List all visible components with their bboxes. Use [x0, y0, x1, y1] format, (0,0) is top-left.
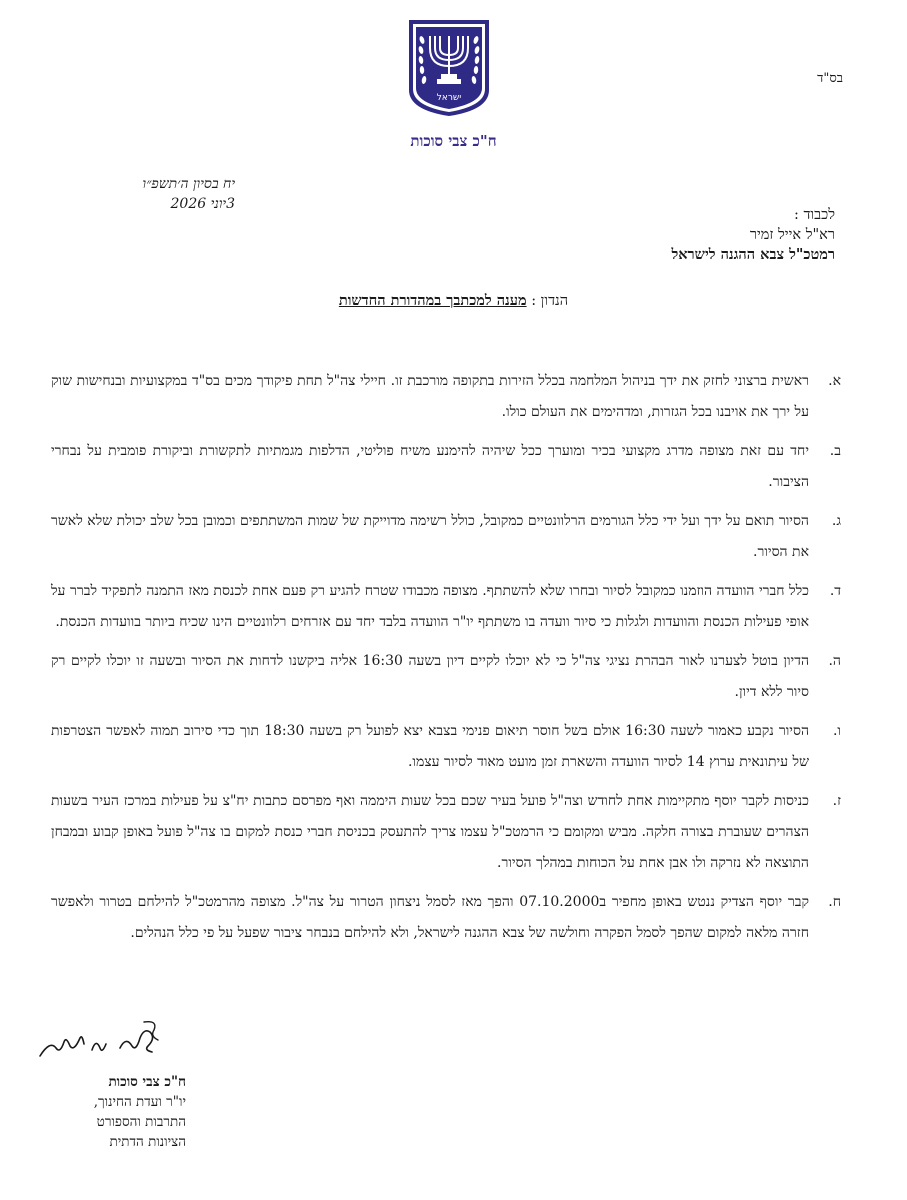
- subject-text: מענה למכתבך במהדורת החדשות: [338, 292, 527, 309]
- item-text: הסיור תואם על ידך ועל ידי כלל הגורמים הרלוונטיים כמקובל, כולל רשימה מדוייקת של שמות המשתתפים וכמובן בכל שלב יכולת שלא לאשר את הסיור.: [51, 513, 809, 560]
- addressee-position: רמטכ"ל צבא ההגנה לישראל: [671, 246, 835, 263]
- subject-label: הנדון :: [531, 293, 569, 309]
- menorah-emblem-icon: [405, 18, 493, 118]
- list-item: [51, 576, 841, 638]
- item-text: כניסות לקבר יוסף מתקיימות אחת לחודש וצה"ל פועל בעיר שכם בכל שעות היממה ואף מפרסם כתבות יח"צ על פעילות במרכז העיר בשעות הצהרים שעוברת בצורה חלקה. מביש ומקומם כי הרמטכ"ל עצמו צריך להתעסק בכניסת חברי כנסת למקום בו צה"ל פועל באופן קבוע ובמבחן התוצאה לא נזרקה ולו אבן אחת על הכוחות במהלך הסיור.: [51, 793, 809, 871]
- list-item: [51, 716, 841, 778]
- salutation: לכבוד :: [793, 207, 835, 223]
- item-letter: ח.: [828, 894, 841, 910]
- item-letter: א.: [828, 373, 841, 389]
- item-text: ראשית ברצוני לחזק את ידך בניהול המלחמה בכלל הזירות בתקופה מורכבת זו. חיילי צה"ל תחת פיקודך מכים בס"ד במקצועיות ובנחישות שוק על ירך את אויבנו בכל הגזרות, ומדהימים את העולם כולו.: [51, 373, 810, 420]
- addressee-block: [475, 205, 835, 265]
- item-letter: ד.: [829, 583, 841, 599]
- subject-line: [0, 292, 907, 310]
- list-item: [51, 436, 841, 498]
- signatory-name: ח"כ צבי סוכות: [108, 1074, 186, 1090]
- item-text: כלל חברי הוועדה הוזמנו כמקובל לסיור ובחרו שלא להשתתף. מצופה מכבודו שטרח להגיע רק פעם אחת לכנסת מאז התמנה לתפקיד לברר על אופי פעילות הכנסת והוועדות ולגלות כי סיור וועדה בו משתתף יו"ר הוועדה בלבד יחד עם אזרחים רלוונטיים הינו שכיח ביותר בוועדות הכנסת.: [51, 583, 809, 630]
- item-letter: ה.: [828, 653, 841, 669]
- item-text: הדיון בוטל לצערנו לאור הבהרת נציגי צה"ל כי לא יוכלו לקיים דיון בשעה 16:30 אליה ביקשנו לדחות את הסיור ובשעה זו יוכלו לקיים רק סיור ללא דיון.: [51, 653, 810, 700]
- item-letter: ו.: [832, 723, 841, 739]
- sender-title: ח"כ צבי סוכות: [410, 132, 497, 150]
- signatory-party: הציונות הדתית: [109, 1134, 186, 1150]
- gregorian-date: 3יוני 2026: [170, 196, 235, 212]
- emblem-label: ישראל: [436, 93, 462, 103]
- item-letter: ז.: [832, 793, 841, 809]
- item-text: הסיור נקבע כאמור לשעה 16:30 אולם בשל חוסר תיאום פנימי בצבא יצא לפועל רק בשעה 18:30 תוך כדי סירוב תמוה לאפשר הצטרפות של עיתונאית ערוץ 14 לסיור הוועדה והשארת זמן מועט מאוד לסיור עצמו.: [51, 723, 809, 770]
- item-letter: ב.: [829, 443, 841, 459]
- signatory-role-line2: התרבות והספורט: [96, 1114, 186, 1130]
- item-letter: ג.: [831, 513, 841, 529]
- list-item: [51, 646, 841, 708]
- item-text: יחד עם זאת מצופה מדרג מקצועי בכיר ומוערך ככל שיהיה להימנע משיח פוליטי, הדלפות מגמתיות לתקשורת וביקורת פומבית על נבחרי הציבור.: [51, 443, 809, 490]
- letter-body: [51, 366, 841, 957]
- date-block: [100, 174, 235, 214]
- hebrew-date: יח בסיון ה׳תשפ״ו: [142, 176, 235, 192]
- signature-block: [56, 1072, 186, 1152]
- besad-mark: בס"ד: [817, 71, 843, 86]
- item-text: קבר יוסף הצדיק ננטש באופן מחפיר ב07.10.2000 והפך מאז לסמל ניצחון הטרור על צה"ל. מצופה מהרמטכ"ל להילחם בטרור ולאפשר חזרה מלאה למקום שהפך לסמל הפקרה וחולשה של צבא ההגנה לישראל, ולא להילחם בנבחר ציבור שפעל על פי כלל הנהלים.: [51, 894, 809, 941]
- signatory-role-line1: יו"ר ועדת החינוך,: [93, 1094, 186, 1110]
- list-item: [51, 366, 841, 428]
- list-item: [51, 887, 841, 949]
- addressee-name: רא"ל אייל זמיר: [749, 227, 835, 243]
- list-item: [51, 506, 841, 568]
- list-item: [51, 786, 841, 879]
- handwritten-signature-icon: [36, 1018, 166, 1063]
